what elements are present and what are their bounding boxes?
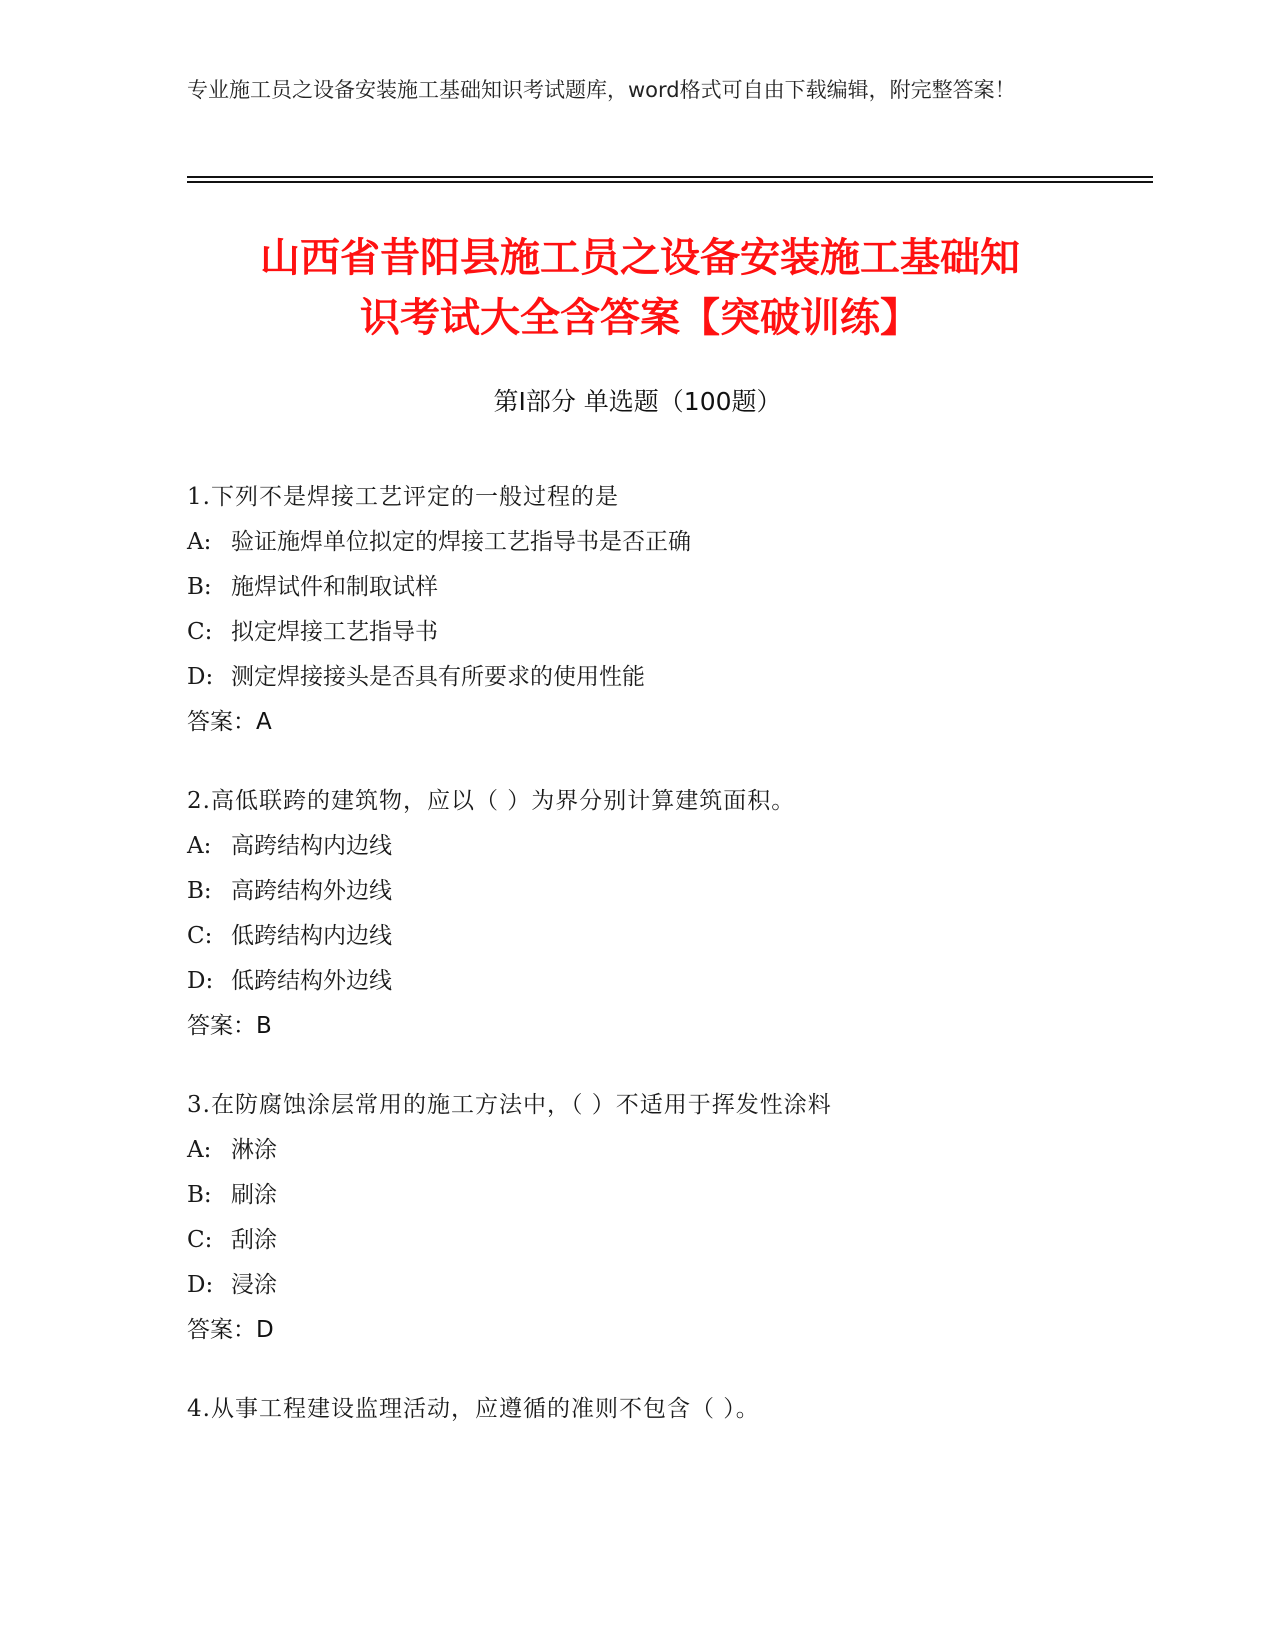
option-letter: D: bbox=[187, 1272, 214, 1298]
option-a bbox=[187, 1128, 1147, 1173]
option-letter: C: bbox=[187, 1227, 213, 1253]
question-4 bbox=[187, 1387, 1147, 1432]
header-note: 专业施工员之设备安装施工基础知识考试题库，word格式可自由下载编辑，附完整答案！ bbox=[187, 78, 1016, 102]
option-b bbox=[187, 1173, 1147, 1218]
document-title-line-2: 识考试大全含答案【突破训练】 bbox=[360, 295, 920, 341]
option-text: 刮涂 bbox=[231, 1227, 277, 1253]
question-3 bbox=[187, 1083, 1147, 1353]
header-divider-bottom bbox=[187, 181, 1153, 183]
question-text: 2.高低联跨的建筑物，应以（ ）为界分别计算建筑面积。 bbox=[187, 788, 796, 814]
option-letter: A: bbox=[187, 1137, 212, 1163]
option-c bbox=[187, 1218, 1147, 1263]
option-letter: B: bbox=[187, 878, 212, 904]
question-text: 4.从事工程建设监理活动，应遵循的准则不包含（ ）。 bbox=[187, 1396, 760, 1422]
option-text: 刷涂 bbox=[231, 1182, 277, 1208]
option-text: 拟定焊接工艺指导书 bbox=[231, 619, 438, 645]
question-list bbox=[187, 475, 1147, 1466]
answer-line: 答案：D bbox=[187, 1317, 274, 1343]
option-letter: D: bbox=[187, 968, 214, 994]
option-letter: A: bbox=[187, 529, 212, 555]
option-text: 低跨结构外边线 bbox=[231, 968, 392, 994]
option-b bbox=[187, 565, 1147, 610]
question-2 bbox=[187, 779, 1147, 1049]
document-title-line-1: 山西省昔阳县施工员之设备安装施工基础知 bbox=[260, 235, 1020, 281]
option-text: 高跨结构内边线 bbox=[231, 833, 392, 859]
header-divider-top bbox=[187, 176, 1153, 178]
option-c bbox=[187, 610, 1147, 655]
question-1 bbox=[187, 475, 1147, 745]
answer-line: 答案：B bbox=[187, 1013, 272, 1039]
option-letter: B: bbox=[187, 574, 212, 600]
option-letter: D: bbox=[187, 664, 214, 690]
option-text: 淋涂 bbox=[231, 1137, 277, 1163]
section-heading: 第Ⅰ部分 单选题（100题） bbox=[493, 387, 782, 416]
option-text: 施焊试件和制取试样 bbox=[231, 574, 438, 600]
option-text: 高跨结构外边线 bbox=[231, 878, 392, 904]
option-b bbox=[187, 869, 1147, 914]
question-text: 1.下列不是焊接工艺评定的一般过程的是 bbox=[187, 484, 619, 510]
question-text: 3.在防腐蚀涂层常用的施工方法中，（ ）不适用于挥发性涂料 bbox=[187, 1092, 832, 1118]
option-text: 测定焊接接头是否具有所要求的使用性能 bbox=[231, 664, 645, 690]
document-title bbox=[190, 228, 1090, 348]
answer-line: 答案：A bbox=[187, 709, 272, 735]
option-letter: B: bbox=[187, 1182, 212, 1208]
option-a bbox=[187, 520, 1147, 565]
option-letter: A: bbox=[187, 833, 212, 859]
option-d bbox=[187, 1263, 1147, 1308]
option-a bbox=[187, 824, 1147, 869]
option-text: 低跨结构内边线 bbox=[231, 923, 392, 949]
option-d bbox=[187, 655, 1147, 700]
option-c bbox=[187, 914, 1147, 959]
option-text: 浸涂 bbox=[231, 1272, 277, 1298]
option-text: 验证施焊单位拟定的焊接工艺指导书是否正确 bbox=[231, 529, 691, 555]
option-letter: C: bbox=[187, 619, 213, 645]
option-d bbox=[187, 959, 1147, 1004]
option-letter: C: bbox=[187, 923, 213, 949]
